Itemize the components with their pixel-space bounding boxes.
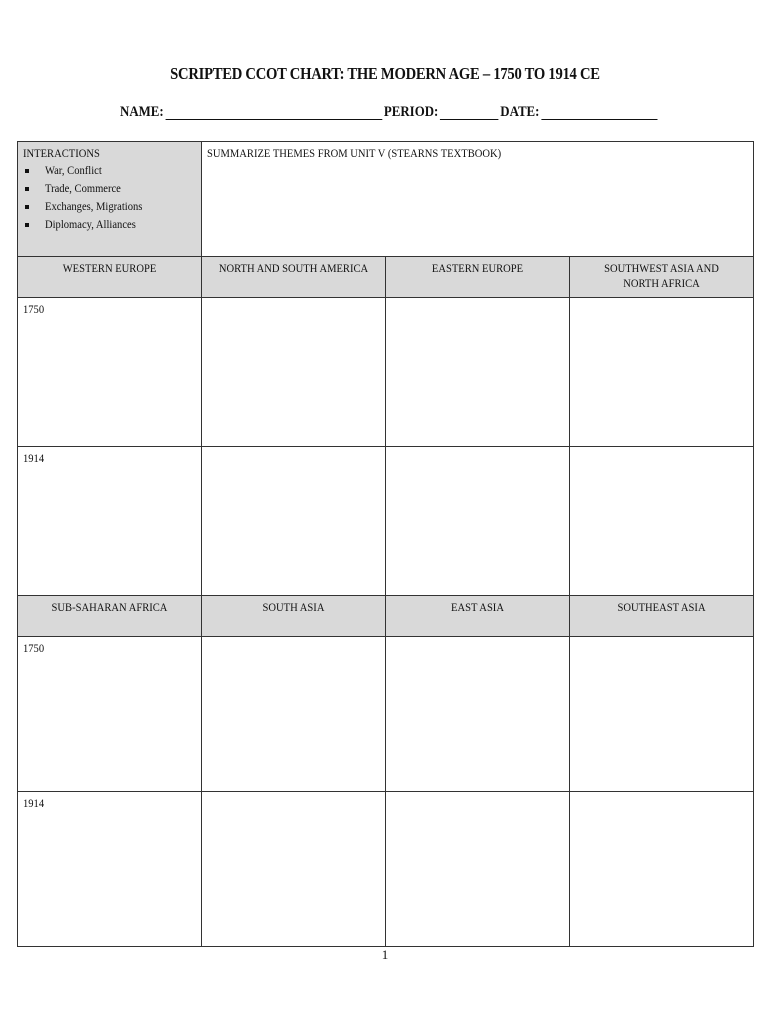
student-info-line bbox=[120, 104, 659, 121]
year-label: 1750 bbox=[23, 302, 45, 316]
region-header: NORTH AND SOUTH AMERICA bbox=[202, 257, 386, 298]
answer-cell[interactable] bbox=[386, 447, 570, 596]
bullet-icon bbox=[25, 169, 29, 173]
region-header: EASTERN EUROPE bbox=[386, 257, 570, 298]
answer-cell[interactable] bbox=[386, 792, 570, 947]
page-title: SCRIPTED CCOT CHART: THE MODERN AGE – 1750 TO 1914 CE bbox=[170, 64, 600, 83]
date-label: DATE: bbox=[500, 104, 540, 120]
bullet-icon bbox=[25, 205, 29, 209]
region-header: SOUTHEAST ASIA bbox=[570, 596, 754, 637]
answer-cell[interactable] bbox=[570, 637, 754, 792]
region-header: WESTERN EUROPE bbox=[18, 257, 202, 298]
answer-cell[interactable] bbox=[202, 447, 386, 596]
interactions-cell bbox=[18, 142, 202, 257]
summary-cell[interactable] bbox=[202, 142, 754, 257]
answer-cell[interactable] bbox=[18, 792, 202, 947]
list-item: War, Conflict bbox=[23, 163, 196, 178]
page-number: 1 bbox=[381, 947, 389, 962]
answer-cell[interactable] bbox=[202, 298, 386, 447]
answer-cell[interactable] bbox=[570, 447, 754, 596]
answer-cell[interactable] bbox=[18, 637, 202, 792]
name-label: NAME: bbox=[120, 104, 164, 120]
period-field[interactable] bbox=[440, 105, 498, 120]
answer-cell[interactable] bbox=[386, 298, 570, 447]
answer-cell[interactable] bbox=[386, 637, 570, 792]
period-label: PERIOD: bbox=[383, 104, 439, 120]
interactions-list bbox=[23, 163, 196, 232]
summary-label: SUMMARIZE THEMES FROM UNIT V (STEARNS TEXTBOOK) bbox=[207, 146, 502, 160]
answer-cell[interactable] bbox=[18, 298, 202, 447]
year-label: 1914 bbox=[23, 796, 45, 810]
answer-cell[interactable] bbox=[570, 298, 754, 447]
interactions-heading: INTERACTIONS bbox=[23, 146, 100, 160]
list-item: Trade, Commerce bbox=[23, 181, 196, 196]
answer-cell[interactable] bbox=[18, 447, 202, 596]
bullet-icon bbox=[25, 223, 29, 227]
bullet-icon bbox=[25, 187, 29, 191]
answer-cell[interactable] bbox=[202, 637, 386, 792]
year-label: 1914 bbox=[23, 451, 45, 465]
list-item: Diplomacy, Alliances bbox=[23, 217, 196, 232]
region-header: SUB-SAHARAN AFRICA bbox=[18, 596, 202, 637]
region-header: SOUTHWEST ASIA AND NORTH AFRICA bbox=[570, 257, 754, 298]
region-header: EAST ASIA bbox=[386, 596, 570, 637]
year-label: 1750 bbox=[23, 641, 45, 655]
date-field[interactable] bbox=[541, 105, 657, 120]
list-item: Exchanges, Migrations bbox=[23, 199, 196, 214]
answer-cell[interactable] bbox=[202, 792, 386, 947]
answer-cell[interactable] bbox=[570, 792, 754, 947]
name-field[interactable] bbox=[165, 105, 382, 120]
ccot-chart bbox=[17, 141, 754, 947]
region-header: SOUTH ASIA bbox=[202, 596, 386, 637]
